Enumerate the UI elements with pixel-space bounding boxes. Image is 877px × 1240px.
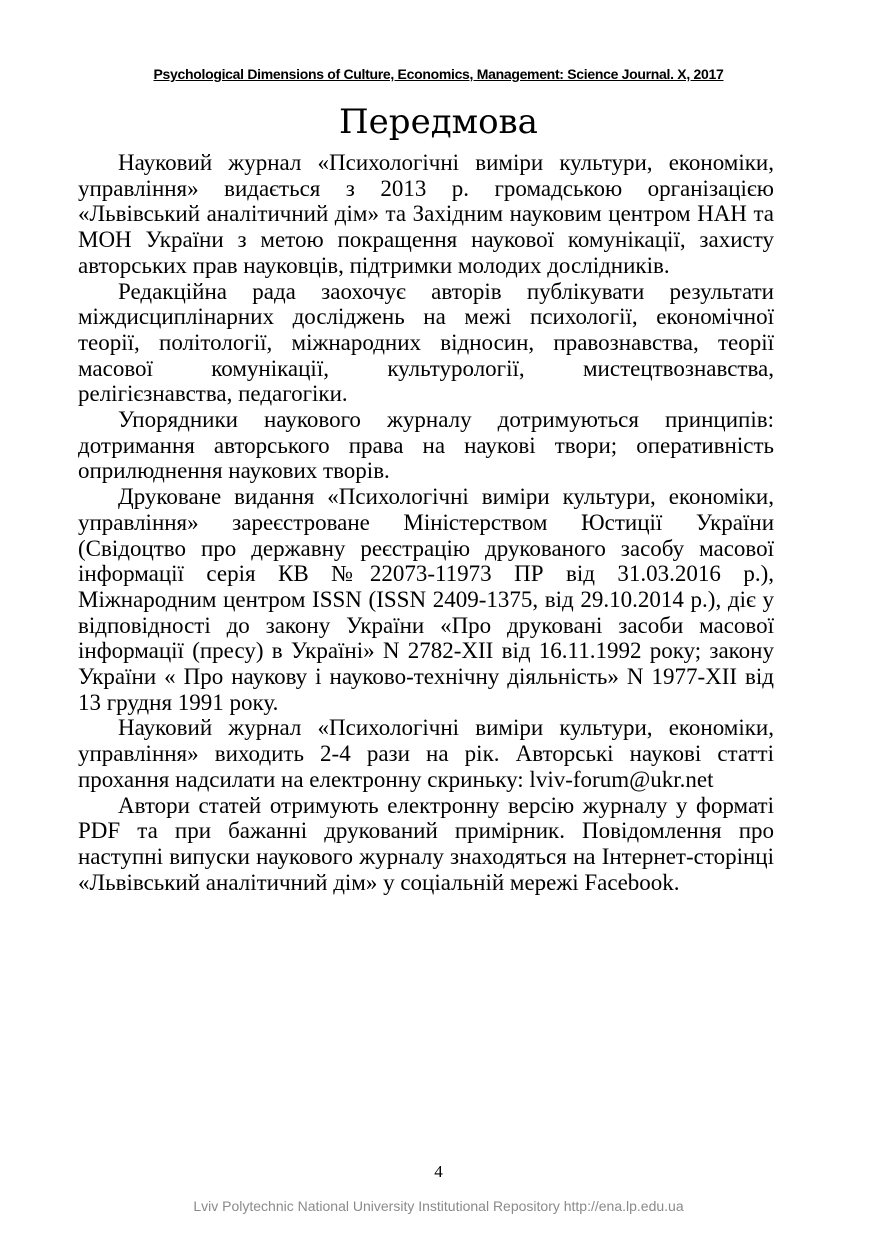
preface-body bbox=[78, 150, 774, 895]
repository-footer: Lviv Polytechnic National University Institutional Repository http://ena.lp.edu.ua bbox=[193, 1198, 684, 1214]
paragraph-distribution: Автори статей отримують електронну версію журналу у форматі PDF та при бажанні друкований примірник. Повідомлення про наступні випуски наукового журналу знаходяться на Інтернет-сторінці «Львівський аналітичний дім» у соціальній мережі Facebook. bbox=[78, 792, 774, 895]
paragraph-registration: Друковане видання «Психологічні виміри культури, економіки, управління» зареєстроване Міністерством Юстиції України (Свідоцтво про державну реєстрацію друкованого засобу масової інформації серія КВ №22073-11973 ПР від 31.03.2016 р.), Міжнародним центром ISSN (ISSN 2409-1375, від 29.10.2014 р.), діє у відповідності до закону України «Про друковані засоби масової інформації (пресу) в Україні» N 2782-XII від 16.11.1992 року; закону України « Про наукову і науково-технічну діяльність» N 1977-XII від 13 грудня 1991 року. bbox=[78, 484, 774, 715]
paragraph-principles: Упорядники наукового журналу дотримуються принципів: дотримання авторського права на наукові твори; оперативність оприлюднення наукових творів. bbox=[78, 407, 774, 484]
page-title: Передмова bbox=[339, 102, 538, 142]
paragraph-editorial-board: Редакційна рада заохочує авторів публікувати результати міждисциплінарних досліджень на межі психології, економічної теорії, політології, міжнародних відносин, правознавства, теорії масової комунікації, культурології, мистецтвознавства, релігієзнавства, педагогіки. bbox=[78, 278, 774, 407]
paragraph-frequency-contact: Науковий журнал «Психологічні виміри культури, економіки, управління» виходить 2-4 рази на рік. Авторські наукові статті прохання надсилати на електронну скриньку: lviv-forum@ukr.net bbox=[78, 715, 774, 792]
page-number: 4 bbox=[434, 1162, 443, 1181]
paragraph-journal-intro: Науковий журнал «Психологічні виміри культури, економіки, управління» видається з 2013 р. громадською організацією «Львівський аналітичний дім» та Західним науковим центром НАН та МОН України з метою покращення наукової комунікації, захисту авторських прав науковців, підтримки молодих дослідників. bbox=[78, 150, 774, 278]
journal-header: Psychological Dimensions of Culture, Economics, Management: Science Journal. X, 2017 bbox=[153, 66, 724, 82]
